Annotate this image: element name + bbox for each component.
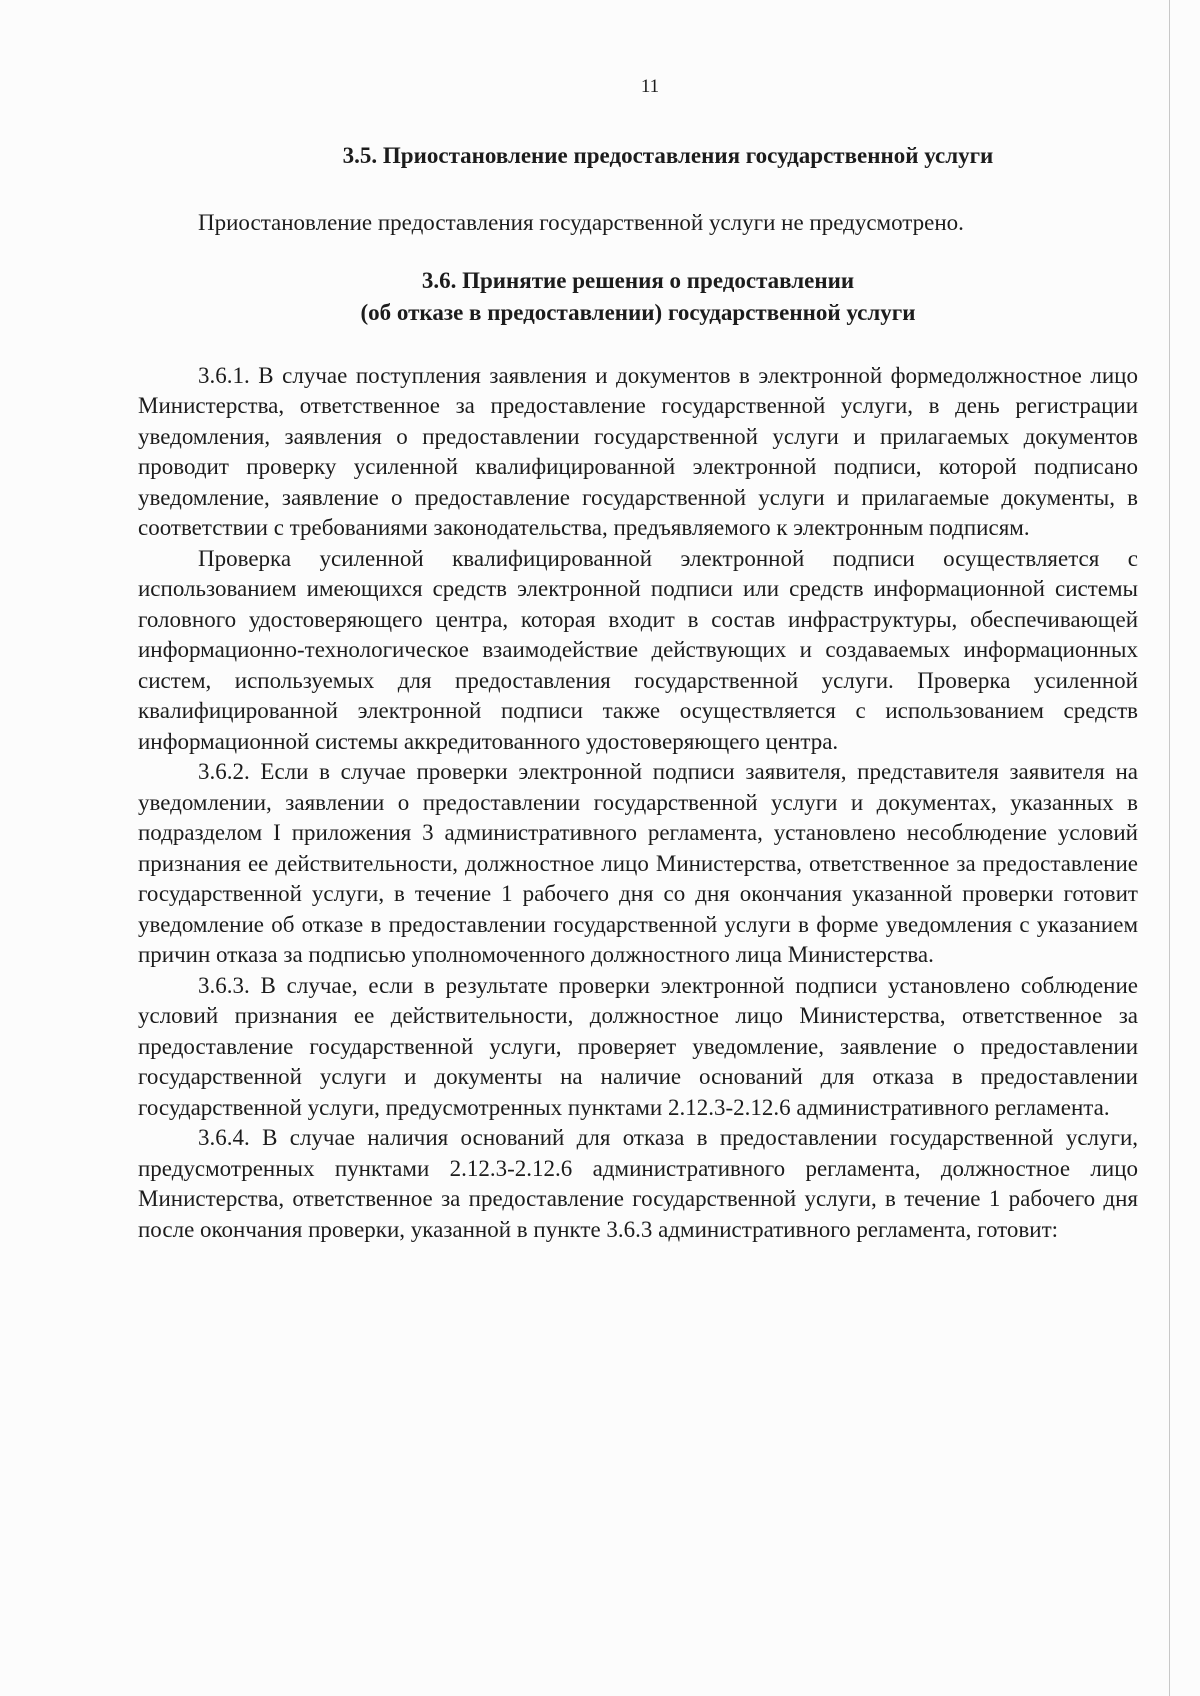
section-heading-3-5: 3.5. Приостановление предоставления государственной услуги <box>342 143 994 168</box>
page-edge-line <box>1169 0 1170 1696</box>
section-heading-3-6-line2: (об отказе в предоставлении) государственной услуги <box>360 299 916 325</box>
paragraph-3-6-4: 3.6.4. В случае наличия оснований для отказа в предоставлении государственной услуги, предусмотренных пунктами 2.12.3-2.12.6 административного регламента, должностное лицо Министерства, ответственное за предоставление государственной услуги, в течение 1 рабочего дня после окончания проверки, указанной в пункте 3.6.3 административного регламента, готовит: <box>138 1125 1138 1242</box>
page-number: 11 <box>640 76 660 97</box>
paragraph-3-6-1: 3.6.1. В случае поступления заявления и документов в электронной формедолжностное лицо Министерства, ответственное за предоставление государственной услуги, в день регистрации уведомления, заявления о предоставлении государственной услуги и прилагаемых документов проводит проверку усиленной квалифицированной электронной подписи, которой подписано уведомление, заявление о предоставление государственной услуги и прилагаемые документы, в соответствии с требованиями законодательства, предъявляемого к электронным подписям. <box>138 362 1138 540</box>
section-heading-3-6 <box>138 265 1138 329</box>
paragraph-3-5: Приостановление предоставления государственной услуги не предусмотрено. <box>198 210 964 235</box>
paragraph-signature-check: Проверка усиленной квалифицированной электронной подписи осуществляется с использованием имеющихся средств электронной подписи или средств информационной системы головного удостоверяющего центра, которая входит в состав инфраструктуры, обеспечивающей информационно-технологическое взаимодействие действующих и создаваемых информационных систем, используемых для предоставления государственной услуги. Проверка усиленной квалифицированной электронной подписи также осуществляется с использованием средств информационной системы аккредитованного удостоверяющего центра. <box>138 545 1138 754</box>
section-heading-3-6-line1: 3.6. Принятие решения о предоставлении <box>421 267 855 293</box>
paragraph-3-6-3: 3.6.3. В случае, если в результате проверки электронной подписи установлено соблюдение условий признания ее действительности, должностное лицо Министерства, ответственное за предоставление государственной услуги, проверяет уведомление, заявление о предоставлении государственной услуги и документы на наличие оснований для отказа в предоставлении государственной услуги, предусмотренных пунктами 2.12.3-2.12.6 административного регламента. <box>138 972 1138 1120</box>
paragraph-3-6-2: 3.6.2. Если в случае проверки электронной подписи заявителя, представителя заявителя на уведомлении, заявлении о предоставлении государственной услуги и документах, указанных в подразделом I приложения 3 административного регламента, установлено несоблюдение условий признания ее действительности, должностное лицо Министерства, ответственное за предоставление государственной услуги, в течение 1 рабочего дня со дня окончания указанной проверки готовит уведомление об отказе в предоставлении государственной услуги в форме уведомления с указанием причин отказа за подписью уполномоченного должностного лица Министерства. <box>138 759 1138 967</box>
document-body <box>138 140 1138 1245</box>
